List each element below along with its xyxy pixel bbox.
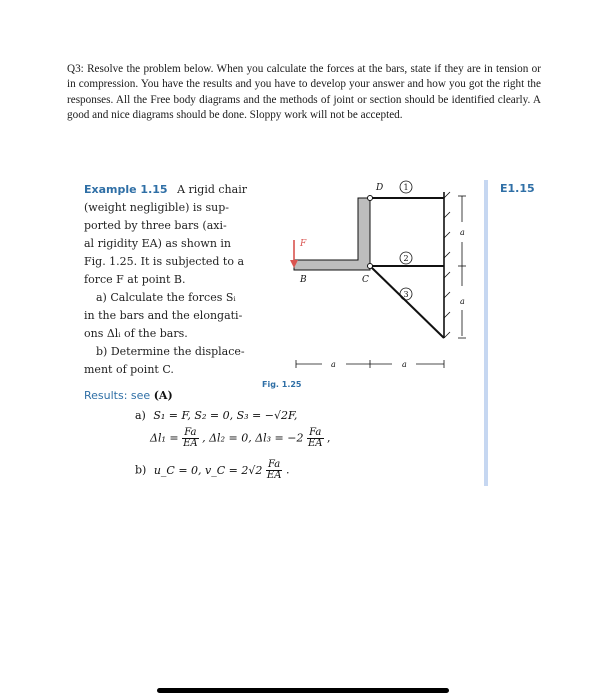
example-line-1 <box>84 183 247 200</box>
fraction-fa-ea-3 <box>266 460 283 481</box>
fraction-fa-ea-1 <box>182 428 199 449</box>
dim-a-horizontal-1: a <box>331 360 336 369</box>
trailing-comma: , <box>327 431 331 445</box>
dimension-horizontal <box>296 360 444 368</box>
hinge-c <box>368 264 373 269</box>
fraction-numerator: Fa <box>182 428 199 439</box>
fraction-denominator: EA <box>308 438 323 449</box>
example-line-5: Fig. 1.25. It is subjected to a <box>84 255 245 268</box>
label-f: F <box>300 239 307 249</box>
result-dl2-dl3: , Δl₂ = 0, Δl₃ = −2 <box>202 431 304 445</box>
example-label: Example 1.15 <box>84 183 168 196</box>
bar-number-3 <box>400 288 412 300</box>
dim-a-vertical-1: a <box>460 228 465 237</box>
label-d: D <box>376 183 384 193</box>
result-b-line <box>135 460 289 481</box>
chair-figure <box>280 178 470 378</box>
example-line-9: ons Δlᵢ of the bars. <box>84 327 188 340</box>
fraction-denominator: EA <box>266 470 282 481</box>
result-forces: S₁ = F, S₂ = 0, S₃ = −√2F, <box>153 409 298 422</box>
result-a-line-2 <box>150 428 331 449</box>
example-line-6: force F at point B. <box>84 273 186 286</box>
fraction-numerator: Fa <box>266 460 283 471</box>
margin-rule <box>484 180 488 486</box>
example-line-3: ported by three bars (axi- <box>84 219 227 232</box>
question-text: Q3: Resolve the problem below. When you calculate the forces at the bars, state if they are in tension or in compression. You have the results and you have to develop your answer and how you got the right the responses. All the Free body diagrams and the methods of joint or section should be identified clearly. A good and nice diagrams should be done. Sloppy work will not be accepted. <box>67 63 541 122</box>
wall-support <box>444 192 450 338</box>
bar-number-3-text: 3 <box>403 290 409 299</box>
dim-a-horizontal-2: a <box>402 360 407 369</box>
home-indicator[interactable] <box>157 688 449 693</box>
fraction-denominator: EA <box>183 438 198 449</box>
example-line-7: a) Calculate the forces Sᵢ <box>96 291 236 304</box>
example-line-2: (weight negligible) is sup- <box>84 201 230 214</box>
bar-number-1-text: 1 <box>403 183 409 192</box>
rigid-chair <box>294 198 370 270</box>
bar-number-1 <box>400 181 412 193</box>
bar-number-2-text: 2 <box>403 254 409 263</box>
example-side-ref: E1.15 <box>500 182 535 195</box>
result-a-line-1 <box>135 409 297 422</box>
trailing-period: . <box>285 463 290 477</box>
example-line-10: b) Determine the displace- <box>96 345 245 358</box>
results-ref: (A) <box>153 389 173 402</box>
result-displacements: u_C = 0, v_C = 2√2 <box>153 463 263 477</box>
hinge-d <box>368 196 373 201</box>
result-dl1-lhs: Δl₁ = <box>150 431 179 445</box>
example-line-8: in the bars and the elongati- <box>84 309 243 322</box>
bar-3 <box>370 266 444 338</box>
figure-caption: Fig. 1.25 <box>262 380 302 389</box>
label-c: C <box>362 275 369 285</box>
label-b: B <box>300 275 307 285</box>
dim-a-vertical-2: a <box>460 297 465 306</box>
example-line-4: al rigidity EA) as shown in <box>84 237 232 250</box>
result-a-label: a) <box>135 409 146 422</box>
example-line-11: ment of point C. <box>84 363 174 376</box>
bar-number-2 <box>400 252 412 264</box>
results-label: Results: see <box>84 389 151 402</box>
dimension-vertical <box>458 196 466 338</box>
result-b-label: b) <box>135 463 147 477</box>
fraction-numerator: Fa <box>307 428 324 439</box>
example-text-1: A rigid chair <box>177 183 247 196</box>
results-title <box>84 389 173 402</box>
fraction-fa-ea-2 <box>307 428 324 449</box>
